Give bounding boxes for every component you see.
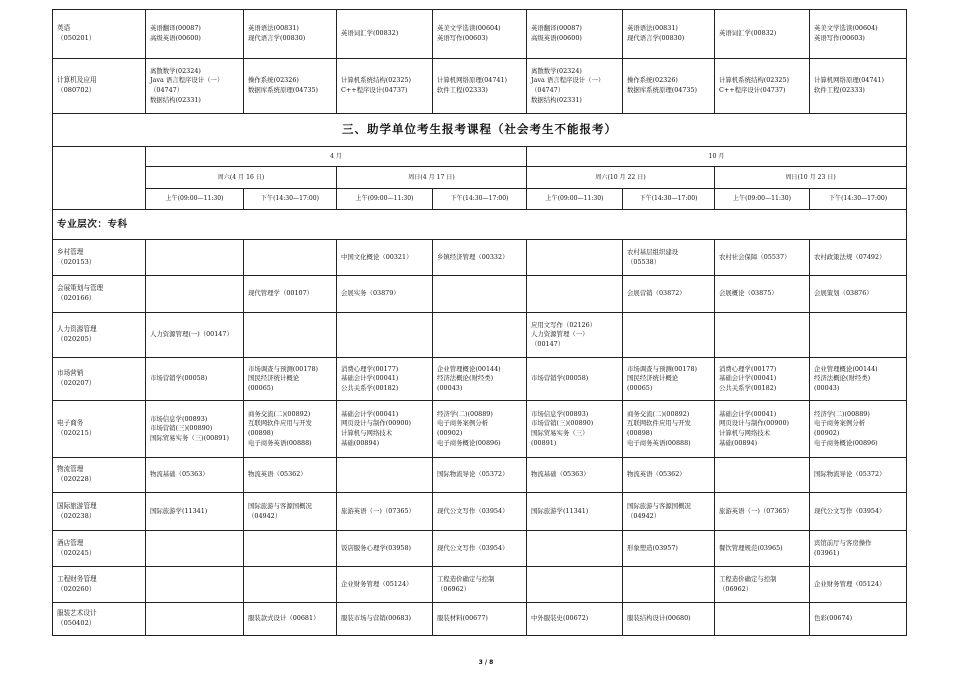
course-cell: [715, 240, 810, 276]
assisted-course-table: [52, 113, 907, 636]
course-line: 经济法概论(财经类): [437, 374, 494, 383]
course-cell: [244, 531, 337, 567]
course-line: 市场调查与预测(00178): [627, 364, 698, 373]
course-line: 现代公文写作（03954）: [814, 506, 886, 515]
course-line: 基础会计学(00041): [341, 409, 399, 418]
course-cell: [715, 59, 810, 114]
course-cell: [244, 59, 337, 114]
course-line: 市场营销(三)(00890): [150, 424, 213, 433]
course-cell: [527, 313, 623, 358]
course-line: 物流英语（05362）: [248, 470, 307, 479]
course-line: （00147）: [531, 339, 565, 348]
course-cell: [244, 458, 337, 493]
course-cell: [146, 531, 244, 567]
table-row: [53, 276, 907, 313]
course-line: 公共关系学(00182): [719, 383, 777, 392]
course-cell: [433, 531, 527, 567]
session-pm: 下午(14:30—17:00): [244, 189, 337, 210]
course-line: 旅游英语（一)（07365）: [341, 506, 415, 515]
day-header: 周六(10 月 22 日): [527, 167, 715, 189]
course-cell: [337, 603, 433, 636]
course-cell: [337, 401, 433, 458]
course-line: 工程造价确定与控制: [719, 574, 777, 583]
major-line: （020153）: [57, 257, 96, 266]
course-line: 英美文学选读(00604): [437, 24, 501, 33]
session-am: 上午(09:00—11:30): [527, 189, 623, 210]
course-line: 国际旅游学(11341): [150, 506, 208, 515]
course-line: 现代公文写作（03954）: [437, 506, 509, 515]
course-line: 国际物流导论（05372）: [437, 470, 509, 479]
course-line: 网页设计与制作(00900): [341, 419, 412, 428]
major-line: 酒店管理: [57, 538, 84, 547]
course-cell: [623, 531, 715, 567]
course-cell: [715, 493, 810, 531]
course-cell: [433, 358, 527, 401]
course-line: 饭店服务心理学(03958): [341, 543, 412, 552]
course-cell: [527, 59, 623, 114]
course-line: 电子商务英语(00888): [248, 438, 312, 447]
course-line: 数据结构(02331): [531, 95, 582, 104]
course-cell: [337, 458, 433, 493]
course-line: 会展营销（03872）: [627, 289, 686, 298]
course-line: 计算机网络原理(04741): [437, 76, 508, 85]
course-cell: [715, 10, 810, 59]
course-line: 网页设计与制作(00900): [719, 419, 790, 428]
course-cell: [146, 240, 244, 276]
course-line: 服装结构设计(00680): [627, 614, 691, 623]
course-cell: [433, 493, 527, 531]
course-cell: [810, 401, 907, 458]
course-cell: [810, 313, 907, 358]
course-line: （06962）: [437, 584, 471, 593]
course-line: 消费心理学(00177): [341, 364, 399, 373]
course-cell: [623, 458, 715, 493]
course-line: 国际旅游与客源国概况: [248, 501, 312, 510]
major-line: 物流管理: [57, 465, 84, 474]
course-line: 会展策划（03876）: [814, 289, 873, 298]
course-line: 中国文化概论（00321）: [341, 252, 413, 261]
course-line: 工程造价确定与控制: [437, 574, 495, 583]
course-line: 操作系统(02326): [248, 76, 299, 85]
table-row: [53, 10, 907, 59]
course-line: 服装材料(00677): [437, 614, 488, 623]
top-course-table: [52, 9, 907, 114]
course-cell: [623, 401, 715, 458]
major-line: （020228）: [57, 475, 96, 483]
course-line: 企业财务管理（05124）: [814, 579, 886, 588]
course-line: 企业管理概论(00144): [437, 364, 501, 373]
course-cell: [146, 493, 244, 531]
major-line: （020205）: [57, 335, 96, 343]
course-line: 市场调查与预测(00178): [248, 364, 319, 373]
course-cell: [244, 567, 337, 603]
course-cell: [433, 59, 527, 114]
course-line: 英语翻译(00087): [531, 24, 582, 33]
course-line: 商务交流(二)(00892): [627, 409, 690, 418]
course-line: 物流基础（05363）: [531, 470, 590, 479]
course-cell: [810, 531, 907, 567]
major-cell: [53, 240, 146, 276]
course-cell: [433, 401, 527, 458]
major-cell: [53, 531, 146, 567]
course-cell: [715, 567, 810, 603]
course-line: (00065): [627, 383, 653, 392]
course-line: (00043): [814, 383, 840, 392]
major-cell: [53, 401, 146, 458]
major-line: （050402）: [57, 619, 96, 627]
course-line: 软件工程(02333): [814, 86, 865, 94]
table-row: [53, 240, 907, 276]
course-line: 英语写作(00603): [437, 34, 488, 42]
course-line: 会展实务（03879）: [341, 289, 400, 298]
course-cell: [715, 276, 810, 313]
course-line: 服装款式设计（00681）: [248, 614, 320, 623]
course-cell: [810, 458, 907, 493]
course-line: 基础(00894): [719, 438, 758, 447]
course-cell: [623, 59, 715, 114]
major-cell: [53, 313, 146, 358]
course-line: 离散数学(02324): [150, 66, 201, 75]
course-line: 英语词汇学(00832): [341, 29, 399, 38]
major-line: 市场营销: [57, 369, 84, 378]
course-line: 电子商务概论(00896): [814, 438, 878, 447]
session-am: 上午(09:00—11:30): [146, 189, 244, 210]
course-cell: [337, 567, 433, 603]
course-line: (00902): [814, 429, 840, 437]
course-cell: [623, 567, 715, 603]
course-line: 计算机与网络技术: [341, 429, 393, 437]
table-row: [53, 401, 907, 458]
course-cell: [337, 313, 433, 358]
major-cell: [53, 59, 146, 114]
major-line: （080702）: [57, 86, 96, 94]
course-cell: [433, 313, 527, 358]
course-line: 计算机与网络技术: [719, 429, 771, 437]
session-am: 上午(09:00—11:30): [337, 189, 433, 210]
table-row: [53, 567, 907, 603]
course-cell: [715, 531, 810, 567]
course-cell: [810, 10, 907, 59]
major-cell: [53, 603, 146, 636]
course-line: 电子商务概论(00896): [437, 438, 501, 447]
major-line: 人力资源管理: [57, 325, 97, 334]
course-cell: [337, 59, 433, 114]
course-line: (00065): [248, 383, 274, 392]
course-line: 商务交流(二)(00892): [248, 409, 311, 418]
course-cell: [337, 531, 433, 567]
course-cell: [623, 276, 715, 313]
course-line: (00891): [531, 438, 557, 447]
course-cell: [433, 603, 527, 636]
course-line: 现代语言学(00830): [248, 34, 306, 42]
major-cell: [53, 458, 146, 493]
course-line: (00898): [627, 429, 653, 437]
course-line: 计算机系统结构(02325): [341, 76, 412, 85]
course-line: 现代公文写作（03954）: [437, 543, 509, 552]
course-cell: [337, 493, 433, 531]
course-line: （04942）: [627, 511, 661, 520]
course-cell: [810, 240, 907, 276]
major-line: 工程财务管理: [57, 574, 97, 583]
major-line: （020260）: [57, 584, 96, 593]
course-line: 经济学(二)(00889): [437, 409, 493, 418]
course-line: 基础会计学(00041): [341, 374, 399, 383]
course-cell: [527, 493, 623, 531]
course-cell: [527, 603, 623, 636]
major-line: （020166）: [57, 294, 96, 302]
course-line: 电子商务英语(00888): [627, 438, 691, 447]
month-april: 4 月: [146, 147, 527, 167]
course-cell: [810, 358, 907, 401]
session-pm: 下午(14:30—17:00): [623, 189, 715, 210]
major-line: 计算机及应用: [57, 76, 97, 85]
course-line: 服装市场与营销(00683): [341, 614, 412, 623]
course-line: 英美文学选读(00604): [814, 24, 878, 33]
course-line: 英语语法(00831): [627, 24, 678, 33]
course-cell: [146, 458, 244, 493]
course-line: 农村政策法规（07492）: [814, 252, 886, 261]
course-cell: [623, 240, 715, 276]
course-line: 公共关系学(00182): [341, 383, 399, 392]
session-am: 上午(09:00—11:30): [715, 189, 810, 210]
course-line: 互联网软件应用与开发: [248, 419, 312, 428]
major-cell: [53, 493, 146, 531]
course-line: 物流基础（05363）: [150, 470, 209, 479]
course-line: 人力资源管理(一)（00147）: [150, 330, 233, 339]
course-cell: [244, 358, 337, 401]
course-line: 旅游英语（一)（07365）: [719, 506, 793, 515]
course-line: 中外服装史(00672): [531, 614, 589, 623]
major-line: 服装艺术设计: [57, 609, 97, 618]
course-line: 企业财务管理（05124）: [341, 579, 413, 588]
month-october: 10 月: [527, 147, 907, 167]
major-cell: [53, 10, 146, 59]
course-line: C++程序设计(04737): [341, 86, 408, 94]
course-line: 应用文写作（02126）: [531, 320, 597, 329]
major-line: （020238）: [57, 511, 96, 520]
course-line: 国际贸易实务（三)(00891): [150, 433, 229, 442]
course-cell: [337, 276, 433, 313]
table-row: [53, 358, 907, 401]
day-header: 周日(4 月 17 日): [337, 167, 527, 189]
course-line: 电子商务案例分析: [814, 419, 866, 428]
course-line: （05538）: [627, 257, 661, 266]
course-cell: [244, 240, 337, 276]
course-cell: [527, 531, 623, 567]
course-line: 国际贸易实务（三）: [531, 429, 589, 437]
course-line: 国际旅游学(11341): [531, 506, 589, 515]
major-line: （020207）: [57, 379, 96, 387]
header-corner: [53, 147, 146, 210]
course-cell: [433, 567, 527, 603]
course-line: 基础会计学(00041): [719, 409, 777, 418]
major-cell: [53, 567, 146, 603]
page-number: 3 / 8: [478, 659, 494, 666]
course-cell: [623, 493, 715, 531]
course-line: 互联网软件应用与开发: [627, 419, 691, 428]
major-line: （050201）: [57, 34, 96, 42]
course-line: 宾馆前厅与客房操作: [814, 538, 872, 547]
major-line: 乡村管理: [57, 247, 84, 256]
course-line: (00043): [437, 383, 463, 392]
course-cell: [146, 276, 244, 313]
course-line: （06962）: [719, 584, 753, 593]
course-line: 农村基层组织建设: [627, 247, 679, 256]
table-row: [53, 313, 907, 358]
course-line: 计算机系统结构(02325): [719, 76, 790, 85]
day-header: 周六(4 月 16 日): [146, 167, 337, 189]
course-line: 经济学(二)(00889): [814, 409, 870, 418]
section-title: 三、助学单位考生报考课程（社会考生不能报考）: [53, 114, 907, 147]
course-cell: [623, 603, 715, 636]
course-line: 高级英语(00600): [531, 34, 582, 42]
course-cell: [527, 567, 623, 603]
course-cell: [715, 358, 810, 401]
course-line: 数据库系统原理(04735): [627, 86, 698, 94]
course-line: 软件工程(02333): [437, 86, 488, 94]
course-line: 现代管理学（00107）: [248, 289, 314, 298]
course-line: 英语翻译(00087): [150, 24, 201, 33]
course-line: 数据库系统原理(04735): [248, 86, 319, 94]
course-cell: [433, 240, 527, 276]
table-row: [53, 603, 907, 636]
session-pm: 下午(14:30—17:00): [810, 189, 907, 210]
course-cell: [146, 59, 244, 114]
course-line: 国际物流导论（05372）: [814, 470, 886, 479]
course-line: 市场营销学(00058): [150, 374, 208, 383]
course-line: 英语词汇学(00832): [719, 29, 777, 38]
course-line: 现代语言学(00830): [627, 34, 685, 42]
major-cell: [53, 358, 146, 401]
course-cell: [146, 10, 244, 59]
course-line: 企业管理概论(00144): [814, 364, 878, 373]
table-row: [53, 531, 907, 567]
course-line: 市场营销学(00058): [531, 374, 589, 383]
course-cell: [810, 603, 907, 636]
course-cell: [244, 401, 337, 458]
course-cell: [623, 313, 715, 358]
day-header: 周日(10 月 23 日): [715, 167, 907, 189]
course-line: 计算机网络原理(04741): [814, 76, 885, 85]
course-cell: [527, 458, 623, 493]
course-cell: [715, 603, 810, 636]
course-cell: [244, 313, 337, 358]
course-line: 高级英语(00600): [150, 34, 201, 42]
course-line: 形象塑造(03957): [627, 543, 678, 552]
course-line: 国民经济统计概论: [627, 374, 679, 383]
course-line: Java 语言程序设计（一）: [150, 76, 224, 85]
session-pm: 下午(14:30—17:00): [433, 189, 527, 210]
course-cell: [810, 276, 907, 313]
major-line: 会展策划与管理: [57, 284, 104, 293]
course-cell: [146, 313, 244, 358]
table-row: [53, 493, 907, 531]
course-cell: [527, 240, 623, 276]
course-cell: [244, 10, 337, 59]
course-line: 数据结构(02331): [150, 95, 201, 104]
course-cell: [810, 493, 907, 531]
course-line: （04942）: [248, 511, 282, 520]
course-line: 市场信息学(00893): [150, 414, 208, 423]
course-line: (00902): [437, 429, 463, 437]
course-cell: [527, 401, 623, 458]
course-line: 市场信息学(00893): [531, 409, 589, 418]
course-cell: [244, 603, 337, 636]
course-cell: [810, 567, 907, 603]
course-line: 电子商务案例分析: [437, 419, 489, 428]
course-cell: [715, 313, 810, 358]
course-line: 操作系统(02326): [627, 76, 678, 85]
course-cell: [433, 458, 527, 493]
course-cell: [146, 401, 244, 458]
course-cell: [715, 458, 810, 493]
course-cell: [337, 10, 433, 59]
course-cell: [527, 276, 623, 313]
major-line: 英语: [57, 24, 71, 33]
course-line: 市场营销(三)(00890): [531, 419, 594, 428]
course-line: (00898): [248, 429, 274, 437]
course-cell: [623, 10, 715, 59]
course-cell: [715, 401, 810, 458]
course-line: 国际旅游与客源国概况: [627, 501, 691, 510]
course-line: 物流英语（05362）: [627, 470, 686, 479]
course-cell: [146, 603, 244, 636]
course-line: Java 语言程序设计（一）: [531, 76, 605, 85]
major-cell: [53, 276, 146, 313]
course-line: 离散数学(02324): [531, 66, 582, 75]
course-line: 基础(00894): [341, 438, 380, 447]
course-line: 基础会计学(00041): [719, 374, 777, 383]
major-line: 电子商务: [57, 419, 84, 428]
table-row: [53, 59, 907, 114]
course-cell: [527, 10, 623, 59]
course-cell: [146, 358, 244, 401]
course-line: （04747）: [531, 86, 565, 94]
course-line: 色彩(00674): [814, 614, 853, 623]
course-line: 经济法概论(财经类): [814, 374, 871, 383]
course-line: （04747）: [150, 86, 184, 94]
level-label: 专业层次：专科: [53, 210, 907, 240]
course-cell: [337, 240, 433, 276]
course-line: 人力资源管理（一）: [531, 330, 589, 339]
course-cell: [337, 358, 433, 401]
course-line: (03961): [814, 548, 840, 557]
course-line: 餐饮管理规范(03965): [719, 543, 783, 552]
course-line: 乡镇经济管理（00332）: [437, 252, 509, 261]
course-cell: [244, 276, 337, 313]
course-line: 消费心理学(00177): [719, 364, 777, 373]
course-cell: [433, 10, 527, 59]
course-line: 国民经济统计概论: [248, 374, 300, 383]
course-cell: [146, 567, 244, 603]
major-line: （020215）: [57, 429, 96, 437]
major-line: 国际旅游管理: [57, 501, 97, 510]
course-line: 英语语法(00831): [248, 24, 299, 33]
course-line: 农村社会保障（05537）: [719, 252, 791, 261]
course-cell: [433, 276, 527, 313]
course-cell: [244, 493, 337, 531]
course-line: 会展概论（03875）: [719, 289, 778, 298]
major-line: （020245）: [57, 548, 96, 557]
course-line: 英语写作(00603): [814, 34, 865, 42]
course-cell: [810, 59, 907, 114]
table-row: [53, 458, 907, 493]
course-cell: [623, 358, 715, 401]
course-line: C++程序设计(04737): [719, 86, 786, 94]
course-cell: [527, 358, 623, 401]
